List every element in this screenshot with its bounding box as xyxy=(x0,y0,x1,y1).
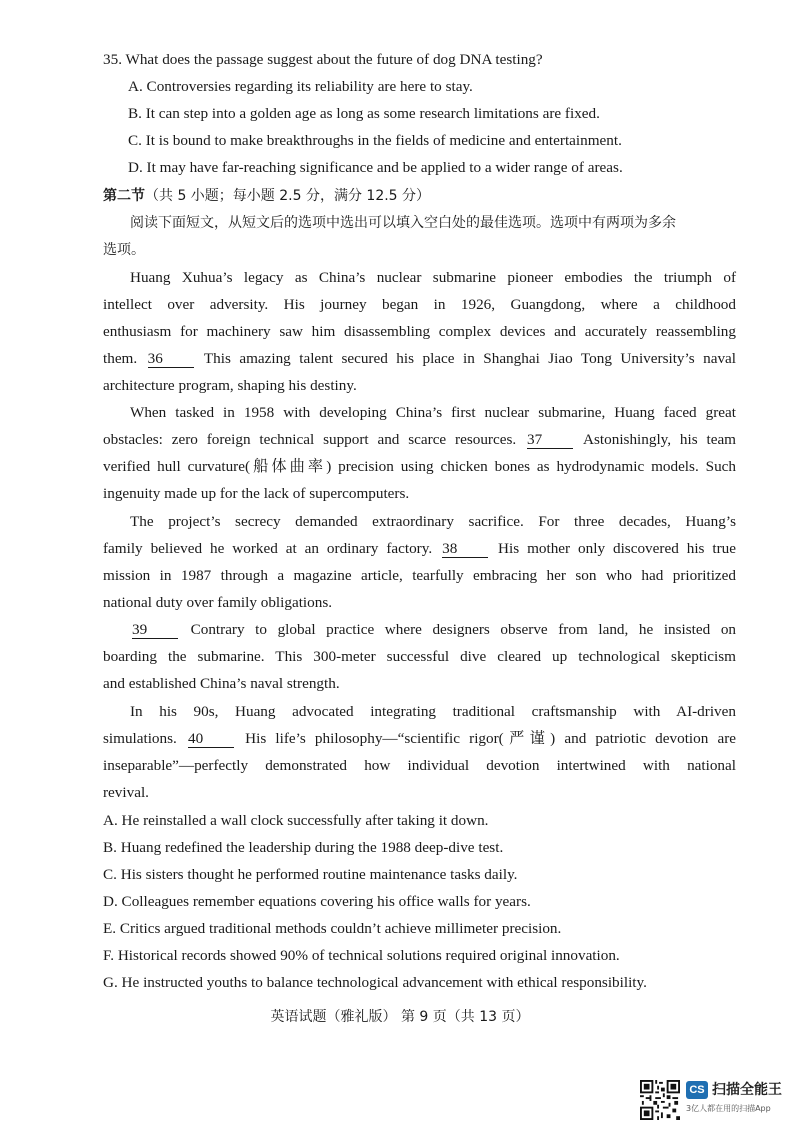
p3-line-2 xyxy=(103,539,736,559)
choice-c: C. His sisters thought he performed routine maintenance tasks daily. xyxy=(103,866,518,883)
p3-line-4: national duty over family obligations. xyxy=(103,594,333,611)
p2-line-2 xyxy=(103,430,736,450)
choice-d: D. Colleagues remember equations covering his office walls for years. xyxy=(103,893,531,910)
question-35-stem: 35. What does the passage suggest about the future of dog DNA testing? xyxy=(103,51,543,68)
p3-line-1: The project’s secrecy demanded extraordinary sacrifice. For three decades, Huang’s xyxy=(130,513,736,530)
choice-g: G. He instructed youths to balance technological advancement with ethical responsibility. xyxy=(103,974,647,991)
p2-line-2-start: obstacles: zero foreign technical support and scarce resources. xyxy=(103,431,517,448)
p5-line-2-end: His life’s philosophy—“scientific rigor(严谨) and patriotic devotion are xyxy=(245,730,737,747)
page-footer: 英语试题（雅礼版） 第 9 页（共 13 页） xyxy=(270,1009,530,1025)
p1-line-4-end: This amazing talent secured his place in Shanghai Jiao Tong University’s naval xyxy=(203,350,737,367)
p3-line-2-start: family believed he worked at an ordinary factory. xyxy=(103,540,433,557)
choice-a: A. He reinstalled a wall clock successfully after taking it down. xyxy=(103,812,489,829)
blank-37: 37 xyxy=(527,432,573,449)
p5-line-4: revival. xyxy=(103,784,149,801)
p1-line-3: enthusiasm for machinery saw him disassembling complex devices and accurately reassembling xyxy=(103,323,736,340)
blank-40: 40 xyxy=(188,731,234,748)
choice-b: B. Huang redefined the leadership during the 1988 deep-dive test. xyxy=(103,839,504,856)
section-header xyxy=(103,186,430,206)
p4-line-1 xyxy=(130,620,736,640)
section-heading: 第二节 xyxy=(103,188,145,204)
question-35-option-d: D. It may have far-reaching significance and be applied to a wider range of areas. xyxy=(128,159,623,176)
p5-line-1: In his 90s, Huang advocated integrating traditional craftsmanship with AI-driven xyxy=(130,703,736,720)
question-35-option-c: C. It is bound to make breakthroughs in the fields of medicine and entertainment. xyxy=(128,132,622,149)
blank-38: 38 xyxy=(442,541,488,558)
section-instruction-line-1: 阅读下面短文，从短文后的选项中选出可以填入空白处的最佳选项。选项中有两项为多余 xyxy=(130,215,676,231)
section-instruction-line-2: 选项。 xyxy=(103,242,145,258)
p2-line-1: When tasked in 1958 with developing China’s first nuclear submarine, Huang faced great xyxy=(130,404,736,421)
p1-line-4 xyxy=(103,349,736,369)
choice-e: E. Critics argued traditional methods couldn’t achieve millimeter precision. xyxy=(103,920,562,937)
p2-line-2-end: Astonishingly, his team xyxy=(583,431,736,448)
choice-f: F. Historical records showed 90% of technical solutions required original innovation. xyxy=(103,947,620,964)
qr-code-icon xyxy=(640,1080,680,1120)
scanner-watermark xyxy=(640,1080,790,1120)
p5-line-3: inseparable”—perfectly demonstrated how individual devotion intertwined with national xyxy=(103,757,736,774)
scanner-app-slogan: 3亿人都在用的扫描App xyxy=(686,1104,771,1113)
p4-line-1-end: Contrary to global practice where designers observe from land, he insisted on xyxy=(190,621,737,638)
blank-39: 39 xyxy=(132,622,178,639)
p4-line-3: and established China’s naval strength. xyxy=(103,675,340,692)
p1-line-4-start: them. xyxy=(103,350,138,367)
section-scoring: （共 5 小题；每小题 2.5 分，满分 12.5 分） xyxy=(145,188,431,204)
p3-line-2-end: His mother only discovered his true xyxy=(498,540,737,557)
question-35-option-a: A. Controversies regarding its reliability are here to stay. xyxy=(128,78,473,95)
question-35-option-b: B. It can step into a golden age as long as some research limitations are fixed. xyxy=(128,105,600,122)
p2-line-4: ingenuity made up for the lack of supercomputers. xyxy=(103,485,410,502)
p1-line-1: Huang Xuhua’s legacy as China’s nuclear submarine pioneer embodies the triumph of xyxy=(130,269,736,286)
p4-line-2: boarding the submarine. This 300-meter successful dive cleared up technological skepticism xyxy=(103,648,736,665)
blank-36: 36 xyxy=(148,351,194,368)
camscanner-logo-icon: CS xyxy=(686,1081,708,1099)
p3-line-3: mission in 1987 through a magazine article, tearfully embracing her son who had prioritized xyxy=(103,567,736,584)
scanner-app-name: 扫描全能王 xyxy=(712,1082,782,1098)
p5-line-2-start: simulations. xyxy=(103,730,177,747)
p5-line-2 xyxy=(103,729,736,749)
p2-line-3: verified hull curvature(船体曲率) precision using chicken bones as hydrodynamic models. Such xyxy=(103,458,736,475)
p1-line-5: architecture program, shaping his destiny. xyxy=(103,377,357,394)
p1-line-2: intellect over adversity. His journey began in 1926, Guangdong, where a childhood xyxy=(103,296,736,313)
